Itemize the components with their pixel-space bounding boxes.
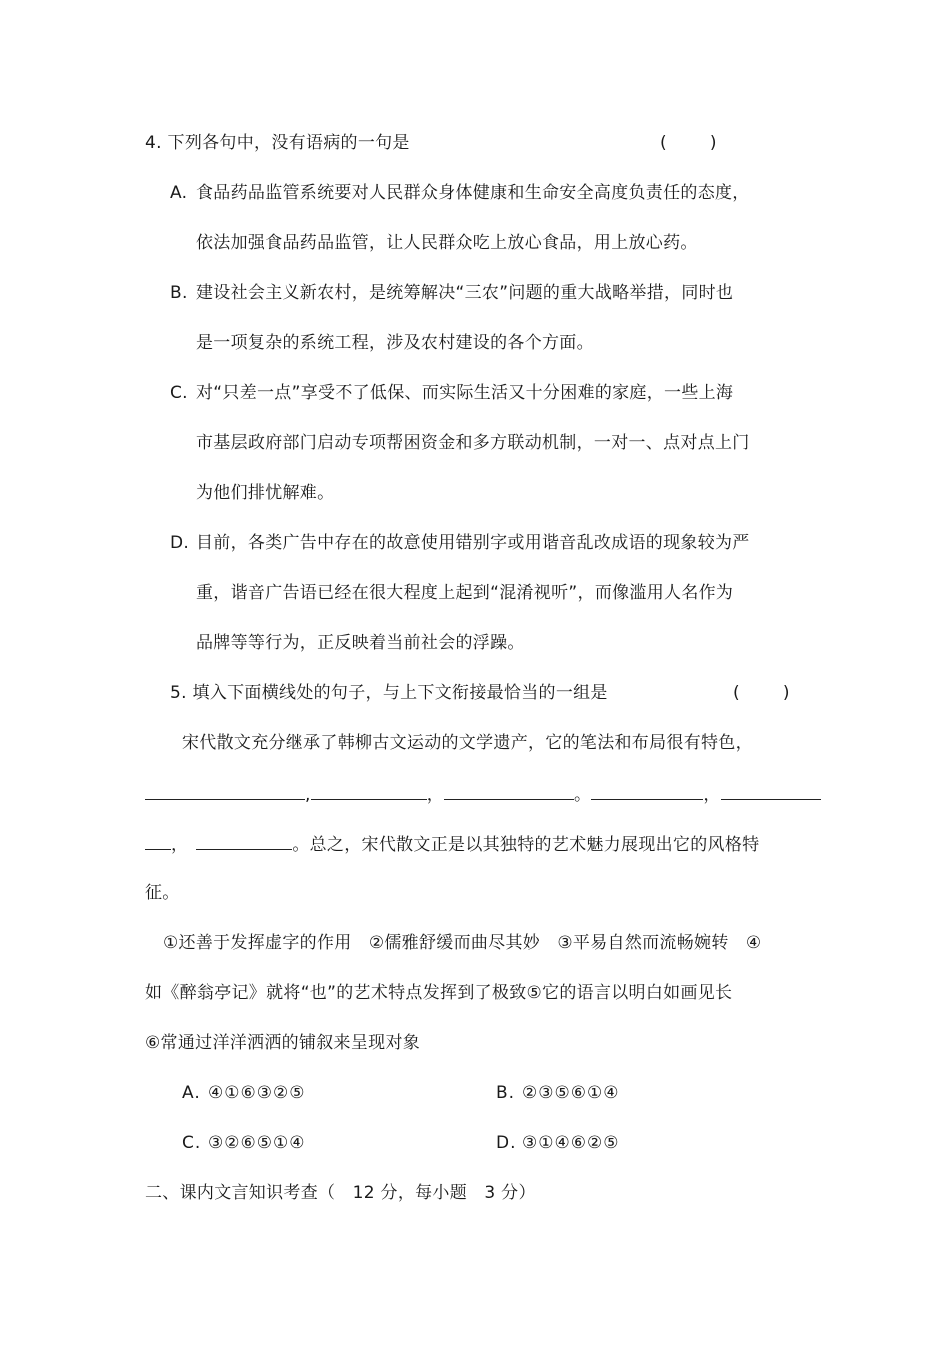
option-label: B. bbox=[170, 283, 188, 303]
q4-option-d-cont2: 品牌等等行为，正反映着当前社会的浮躁。 bbox=[196, 633, 525, 653]
passage-text: 总之，宋代散文正是以其独特的艺术魅力展现出它的风格特 bbox=[309, 835, 760, 855]
fill-blank bbox=[311, 781, 427, 800]
q5-items-line3: ⑥常通过洋洋洒洒的铺叙来呈现对象 bbox=[145, 1033, 421, 1053]
q4-option-b-cont: 是一项复杂的系统工程，涉及农村建设的各个方面。 bbox=[196, 333, 594, 353]
blank-punct: , bbox=[305, 785, 311, 805]
fill-blank bbox=[196, 831, 292, 850]
choice-value: ③②⑥⑤①④ bbox=[208, 1133, 306, 1153]
blank-punct: ， bbox=[703, 785, 721, 805]
blank-punct: 。 bbox=[292, 835, 310, 855]
q5-choice-b bbox=[496, 1081, 619, 1105]
choice-label: D. bbox=[496, 1133, 517, 1153]
q5-items-line2: 如《醉翁亭记》就将“也”的艺术特点发挥到了极致⑤它的语言以明白如画见长 bbox=[145, 983, 733, 1003]
choice-value: ④①⑥③②⑤ bbox=[208, 1083, 306, 1103]
q5-choice-d bbox=[496, 1131, 619, 1155]
fill-blank bbox=[145, 781, 305, 800]
q4-option-c-cont2: 为他们排忧解难。 bbox=[196, 483, 335, 503]
choice-value: ②③⑤⑥①④ bbox=[522, 1083, 620, 1103]
q5-items-line1: ①还善于发挥虚字的作用 ②儒雅舒缓而曲尽其妙 ③平易自然而流畅婉转 ④ bbox=[163, 933, 762, 953]
q5-blank-row bbox=[145, 781, 825, 807]
q5-answer-paren: ( ) bbox=[733, 683, 790, 703]
q5-passage-line4: 征。 bbox=[145, 883, 180, 903]
choice-label: A. bbox=[182, 1083, 201, 1103]
choice-label: B. bbox=[496, 1083, 516, 1103]
q4-option-a bbox=[170, 181, 750, 205]
q4-option-d bbox=[170, 531, 750, 555]
q5-choice-a bbox=[182, 1081, 305, 1105]
option-label: D. bbox=[170, 533, 190, 553]
q4-option-b bbox=[170, 281, 733, 305]
option-label: C. bbox=[170, 383, 188, 403]
q4-option-c bbox=[170, 381, 733, 405]
option-text: 对“只差一点”享受不了低保、而实际生活又十分困难的家庭，一些上海 bbox=[196, 383, 734, 403]
q4-stem: 4. 下列各句中，没有语病的一句是 bbox=[145, 133, 410, 153]
q5-choice-c bbox=[182, 1131, 305, 1155]
q4-option-d-cont1: 重，谐音广告语已经在很大程度上起到“混淆视听”，而像滥用人名作为 bbox=[196, 583, 734, 603]
fill-blank bbox=[591, 781, 703, 800]
fill-blank bbox=[721, 781, 821, 800]
option-text: 食品药品监管系统要对人民群众身体健康和生命安全高度负责任的态度， bbox=[196, 183, 750, 203]
q4-option-c-cont1: 市基层政府部门启动专项帮困资金和多方联动机制，一对一、点对点上门 bbox=[196, 433, 750, 453]
blank-punct: 。 bbox=[574, 785, 592, 805]
blank-punct: ， bbox=[426, 785, 445, 805]
choice-value: ③①④⑥②⑤ bbox=[522, 1133, 620, 1153]
blank-punct: ， bbox=[171, 835, 189, 855]
q4-answer-paren: ( ) bbox=[660, 133, 717, 153]
option-label: A. bbox=[170, 183, 188, 203]
choice-label: C. bbox=[182, 1133, 202, 1153]
option-text: 建设社会主义新农村，是统筹解决“三农”问题的重大战略举措，同时也 bbox=[196, 283, 734, 303]
section2-heading: 二、课内文言知识考查（ 12 分，每小题 3 分） bbox=[145, 1183, 536, 1203]
fill-blank bbox=[145, 831, 171, 850]
q4-option-a-cont: 依法加强食品药品监管，让人民群众吃上放心食品，用上放心药。 bbox=[196, 233, 698, 253]
q5-passage-line1: 宋代散文充分继承了韩柳古文运动的文学遗产，它的笔法和布局很有特色， bbox=[182, 733, 753, 753]
q5-passage-line3 bbox=[145, 831, 759, 857]
q5-stem: 5. 填入下面横线处的句子，与上下文衔接最恰当的一组是 bbox=[170, 683, 608, 703]
option-text: 目前，各类广告中存在的故意使用错别字或用谐音乱改成语的现象较为严 bbox=[196, 533, 750, 553]
fill-blank bbox=[444, 781, 574, 800]
